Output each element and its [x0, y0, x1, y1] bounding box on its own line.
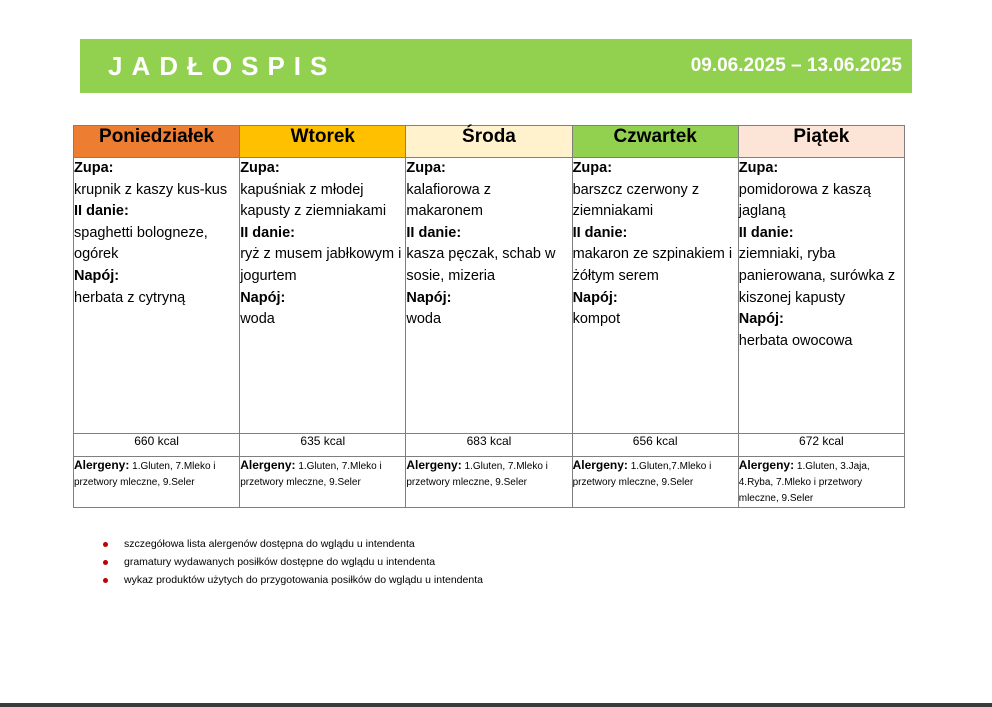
main-text: spaghetti bologneze, ogórek	[74, 224, 208, 263]
drink-label: Napój:	[240, 289, 286, 306]
main-label: II danie:	[572, 224, 628, 241]
day-header-monday: Poniedziałek	[74, 126, 240, 158]
main-label: II danie:	[74, 203, 129, 220]
meal-cell-wednesday	[406, 158, 572, 434]
kcal-thursday: 656 kcal	[572, 434, 738, 457]
kcal-tuesday: 635 kcal	[240, 434, 406, 457]
day-header-row	[74, 126, 905, 158]
allergens-text: 1.Gluten,7.Mleko i przetwory mleczne, 9.Seler	[572, 461, 712, 488]
allergens-label: Alergeny:	[738, 458, 795, 472]
note-item: gramatury wydawanych posiłków dostępne do wglądu u intendenta	[100, 553, 483, 571]
allergens-label: Alergeny:	[74, 458, 130, 472]
day-header-friday: Piątek	[738, 126, 904, 158]
meal-cell-friday	[738, 158, 904, 434]
soup-text: krupnik z kaszy kus-kus	[74, 181, 228, 198]
note-item: szczegółowa lista alergenów dostępna do wglądu u intendenta	[100, 535, 483, 553]
allergens-text: 1.Gluten, 7.Mleko i przetwory mleczne, 9.Seler	[406, 461, 548, 488]
notes-list	[100, 535, 483, 589]
soup-text: kapuśniak z młodej kapusty z ziemniakami	[240, 181, 387, 220]
kcal-monday: 660 kcal	[74, 434, 240, 457]
meal-cell-monday	[74, 158, 240, 434]
meals-row	[74, 158, 905, 434]
main-text: ziemniaki, ryba panierowana, surówka z kiszonej kapusty	[738, 246, 896, 306]
soup-label: Zupa:	[738, 160, 779, 176]
header-banner	[80, 39, 912, 93]
main-label: II danie:	[738, 224, 794, 241]
allergens-label: Alergeny:	[406, 458, 462, 472]
allergens-friday	[738, 457, 904, 508]
soup-label: Zupa:	[240, 160, 280, 176]
drink-text: kompot	[572, 311, 621, 328]
drink-label: Napój:	[572, 289, 618, 306]
page-title: JADŁOSPIS	[108, 50, 337, 81]
allergens-tuesday	[240, 457, 406, 508]
soup-label: Zupa:	[74, 160, 114, 176]
day-header-wednesday: Środa	[406, 126, 572, 158]
date-range: 09.06.2025 – 13.06.2025	[690, 55, 902, 76]
bottom-divider	[0, 703, 992, 707]
kcal-row	[74, 434, 905, 457]
meal-cell-tuesday	[240, 158, 406, 434]
allergens-text: 1.Gluten, 7.Mleko i przetwory mleczne, 9.Seler	[240, 461, 382, 488]
allergens-text: 1.Gluten, 7.Mleko i przetwory mleczne, 9.Seler	[74, 461, 216, 488]
drink-label: Napój:	[406, 289, 452, 306]
allergens-text: 1.Gluten, 3.Jaja, 4.Ryba, 7.Mleko i przetwory mleczne, 9.Seler	[738, 461, 870, 504]
allergens-wednesday	[406, 457, 572, 508]
meal-cell-thursday	[572, 158, 738, 434]
soup-label: Zupa:	[572, 160, 613, 176]
soup-text: barszcz czerwony z ziemniakami	[572, 181, 700, 220]
allergens-label: Alergeny:	[572, 458, 628, 472]
main-text: makaron ze szpinakiem i żółtym serem	[572, 246, 733, 284]
allergens-monday	[74, 457, 240, 508]
soup-text: pomidorowa z kaszą jaglaną	[738, 181, 871, 220]
drink-text: herbata owocowa	[738, 332, 853, 349]
kcal-wednesday: 683 kcal	[406, 434, 572, 457]
note-item: wykaz produktów użytych do przygotowania posiłków do wglądu u intendenta	[100, 571, 483, 589]
soup-label: Zupa:	[406, 160, 446, 176]
drink-text: herbata z cytryną	[74, 289, 186, 306]
menu-table	[73, 125, 905, 508]
drink-label: Napój:	[738, 311, 784, 328]
day-header-thursday: Czwartek	[572, 126, 738, 158]
day-header-tuesday: Wtorek	[240, 126, 406, 158]
drink-text: woda	[240, 311, 275, 328]
drink-label: Napój:	[74, 267, 120, 284]
allergens-row	[74, 457, 905, 508]
kcal-friday: 672 kcal	[738, 434, 904, 457]
allergens-thursday	[572, 457, 738, 508]
allergens-label: Alergeny:	[240, 458, 296, 472]
soup-text: kalafiorowa z makaronem	[406, 181, 491, 220]
main-text: ryż z musem jabłkowym i jogurtem	[240, 246, 402, 284]
main-label: II danie:	[240, 224, 295, 241]
main-text: kasza pęczak, schab w sosie, mizeria	[406, 246, 556, 284]
drink-text: woda	[406, 311, 442, 328]
main-label: II danie:	[406, 224, 462, 241]
